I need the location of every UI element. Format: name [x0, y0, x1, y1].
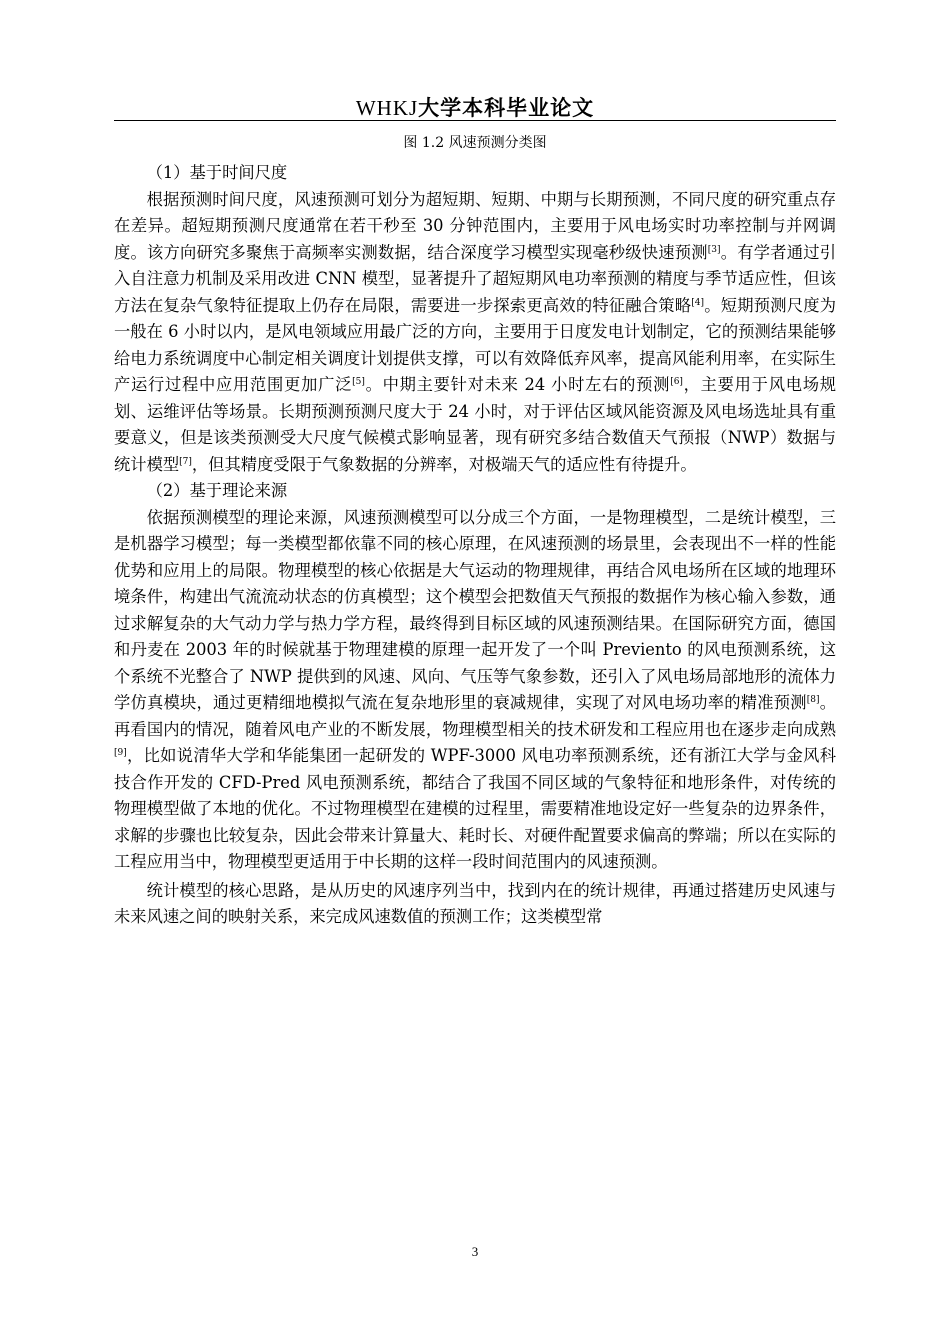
header-title: 大学本科毕业论文	[418, 95, 595, 120]
paragraph-time-scale: 根据预测时间尺度，风速预测可划分为超短期、短期、中期与长期预测，不同尺度的研究重点存在差异。超短期预测尺度通常在若干秒至 30 分钟范围内，主要用于风电场实时功率控制与并网调度。该方向研究多聚焦于高频率实测数据，结合深度学习模型实现毫秒级快速预测[3]。有学者通过引入自注意力机制及采用改进 CNN 模型，显著提升了超短期风电功率预测的精度与季节适应性，但该方法在复杂气象特征提取上仍存在局限，需要进一步探索更高效的特征融合策略[4]。短期预测尺度为一般在 6 小时以内，是风电领域应用最广泛的方向，主要用于日度发电计划制定，它的预测结果能够给电力系统调度中心制定相关调度计划提供支撑，可以有效降低弃风率，提高风能利用率，在实际生产运行过程中应用范围更加广泛[5]。中期主要针对未来 24 小时左右的预测[6]，主要用于风电场规划、运维评估等场景。长期预测预测尺度大于 24 小时，对于评估区域风能资源及风电场选址具有重要意义，但是该类预测受大尺度气候模式影响显著，现有研究多结合数值天气预报（NWP）数据与统计模型[7]，但其精度受限于气象数据的分辨率，对极端天气的适应性有待提升。	[114, 189, 836, 474]
citation-8: [8]	[806, 695, 820, 705]
citation-5: [5]	[352, 377, 365, 387]
header-code: WHKJ	[355, 96, 419, 120]
page-number: 3	[471, 1244, 479, 1259]
citation-6: [6]	[670, 377, 683, 387]
paragraph-physical-model: 依据预测模型的理论来源，风速预测模型可以分成三个方面，一是物理模型，二是统计模型，三是机器学习模型；每一类模型都依靠不同的核心原理，在风速预测的场景里，会表现出不一样的性能优势和应用上的局限。物理模型的核心依据是大气运动的物理规律，再结合风电场所在区域的地理环境条件，构建出气流流动状态的仿真模型；这个模型会把数值天气预报的数据作为核心输入参数，通过求解复杂的大气动力学与热力学方程，最终得到目标区域的风速预测结果。在国际研究方面，德国和丹麦在 2003 年的时候就基于物理建模的原理一起开发了一个叫 Previento 的风电预测系统，这个系统不光整合了 NWP 提供到的风速、风向、气压等气象参数，还引入了风电场局部地形的流体力学仿真模块，通过更精细地模拟气流在复杂地形里的衰减规律，实现了对风电场功率的精准预测[8]。再看国内的情况，随着风电产业的不断发展，物理模型相关的技术研发和工程应用也在逐步走向成熟[9]，比如说清华大学和华能集团一起研发的 WPF-3000 风电功率预测系统，还有浙江大学与金风科技合作开发的 CFD-Pred 风电预测系统，都结合了我国不同区域的气象特征和地形条件，对传统的物理模型做了本地的优化。不过物理模型在建模的过程里，需要精准地设定好一些复杂的边界条件，求解的步骤也比较复杂，因此会带来计算量大、耗时长、对硬件配置要求偏高的弊端；所以在实际的工程应用当中，物理模型更适用于中长期的这样一段时间范围内的风速预测。	[114, 507, 836, 871]
body-text	[114, 160, 836, 931]
citation-4: [4]	[691, 297, 705, 308]
citation-3: [3]	[707, 244, 721, 255]
citation-7: [7]	[179, 456, 192, 467]
paragraph-statistical-model: 统计模型的核心思路，是从历史的风速序列当中，找到内在的统计规律，再通过搭建历史风速与未来风速之间的映射关系，来完成风速数值的预测工作；这类模型常	[114, 880, 836, 926]
running-header	[114, 92, 836, 122]
citation-9: [9]	[114, 748, 127, 758]
header-rule	[114, 120, 836, 121]
figure-caption: 图 1.2 风速预测分类图	[403, 135, 547, 151]
section-heading-time-scale: （1）基于时间尺度	[146, 163, 288, 182]
section-heading-theory-source: （2）基于理论来源	[146, 481, 288, 500]
